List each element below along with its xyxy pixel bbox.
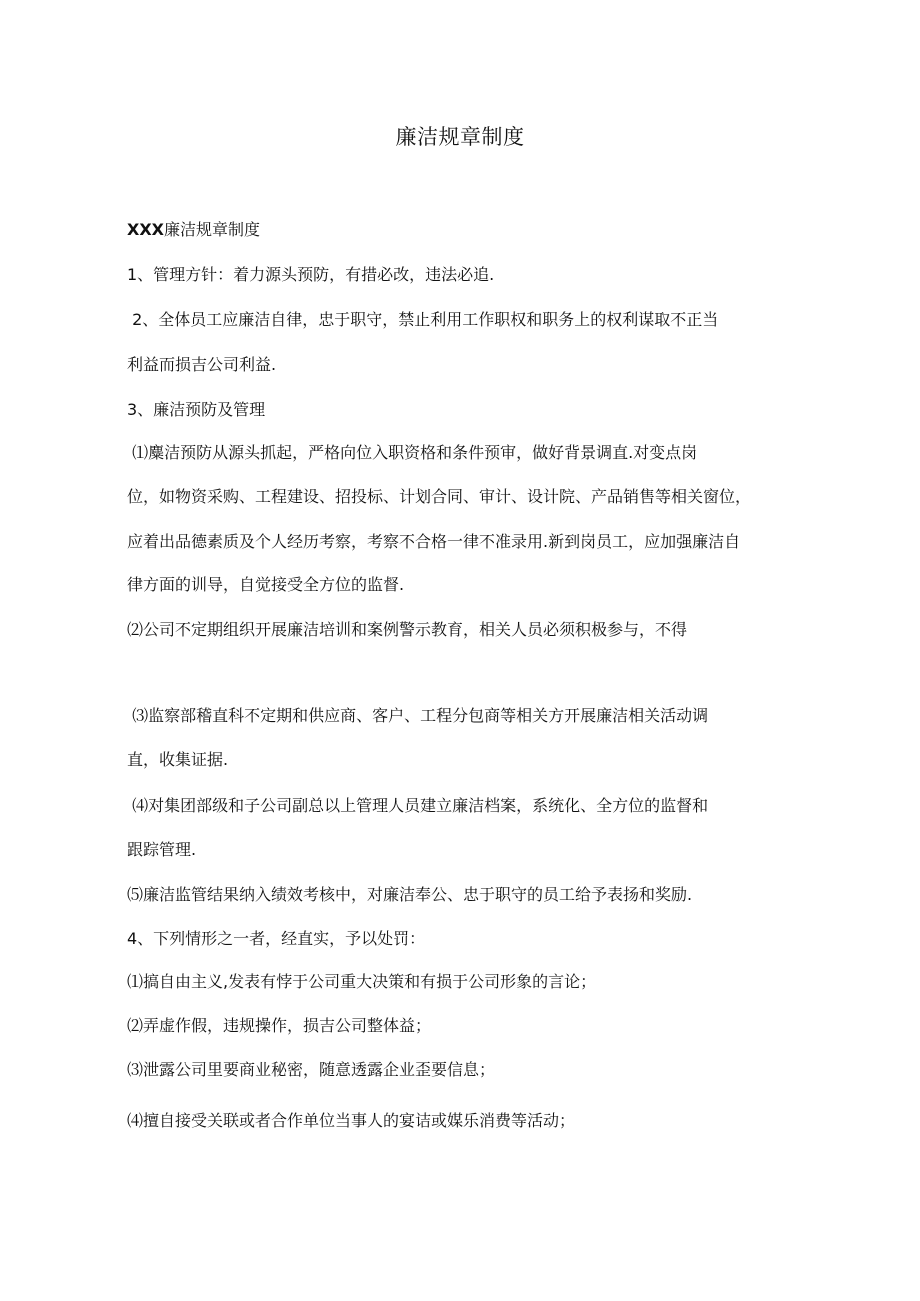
paragraph-line: ⑷对集团部级和子公司副总以上管理人员建立廉洁档案，系统化、全方位的监督和 <box>127 796 709 815</box>
paragraph-line: ⑵弄虚作假，违规操作，损吉公司整体益； <box>127 1016 432 1035</box>
document-subtitle <box>127 217 797 243</box>
paragraph-line: 位，如物资采购、工程建设、招投标、计划合同、审计、设计院、产品销售等相关窗位， <box>127 487 752 506</box>
paragraph-line: 1、管理方针：着力源头预防，有措必改，违法必追. <box>127 265 495 284</box>
paragraph-line: 3、廉洁预防及管理 <box>127 400 266 419</box>
paragraph-line: ⑶监察部稽直科不定期和供应商、客户、工程分包商等相关方开展廉洁相关活动调 <box>127 706 709 725</box>
paragraph-line: ⑴麋洁预防从源头抓起，严格向位入职资格和条件预审，做好背景调直.对变点岗 <box>127 443 698 462</box>
paragraph-line: ⑷擅自接受关联或者合作单位当事人的宴诘或媒乐消费等活动； <box>127 1111 576 1130</box>
paragraph-line: 应着出品德素质及个人经历考察，考察不合格一律不准录用.新到岗员工，应加强廉洁自 <box>127 532 741 551</box>
paragraph-line: ⑵公司不定期组织开展廉洁培训和案例警示教育，相关人员必须积极参与，不得 <box>127 620 688 639</box>
paragraph-line: ⑸廉洁监管结果纳入绩效考核中，对廉洁奉公、忠于职守的员工给予表扬和奖励. <box>127 885 693 904</box>
paragraph-line: 4、下列情形之一者，经直实，予以处罚： <box>127 929 426 948</box>
document-title: 廉洁规章制度 <box>395 125 525 149</box>
paragraph-line: 律方面的训导，自觉接受全方位的监督. <box>127 575 405 594</box>
paragraph-line: ⑶泄露公司里要商业秘密，随意透露企业歪要信息； <box>127 1060 496 1079</box>
paragraph-line: 直，收集证据. <box>127 750 229 769</box>
subtitle-rest: 廉洁规章制度 <box>164 220 261 239</box>
paragraph-line: 2、全体员工应廉洁自律，忠于职守，禁止利用工作职权和职务上的权利谋取不正当 <box>127 310 719 329</box>
subtitle-prefix: XXX <box>127 220 165 239</box>
paragraph-line: 跟踪管理. <box>127 840 197 859</box>
paragraph-line: ⑴搞自由主义,发表有悖于公司重大决策和有损于公司形象的言论； <box>127 972 597 991</box>
paragraph-line: 利益而损吉公司利益. <box>127 355 277 374</box>
